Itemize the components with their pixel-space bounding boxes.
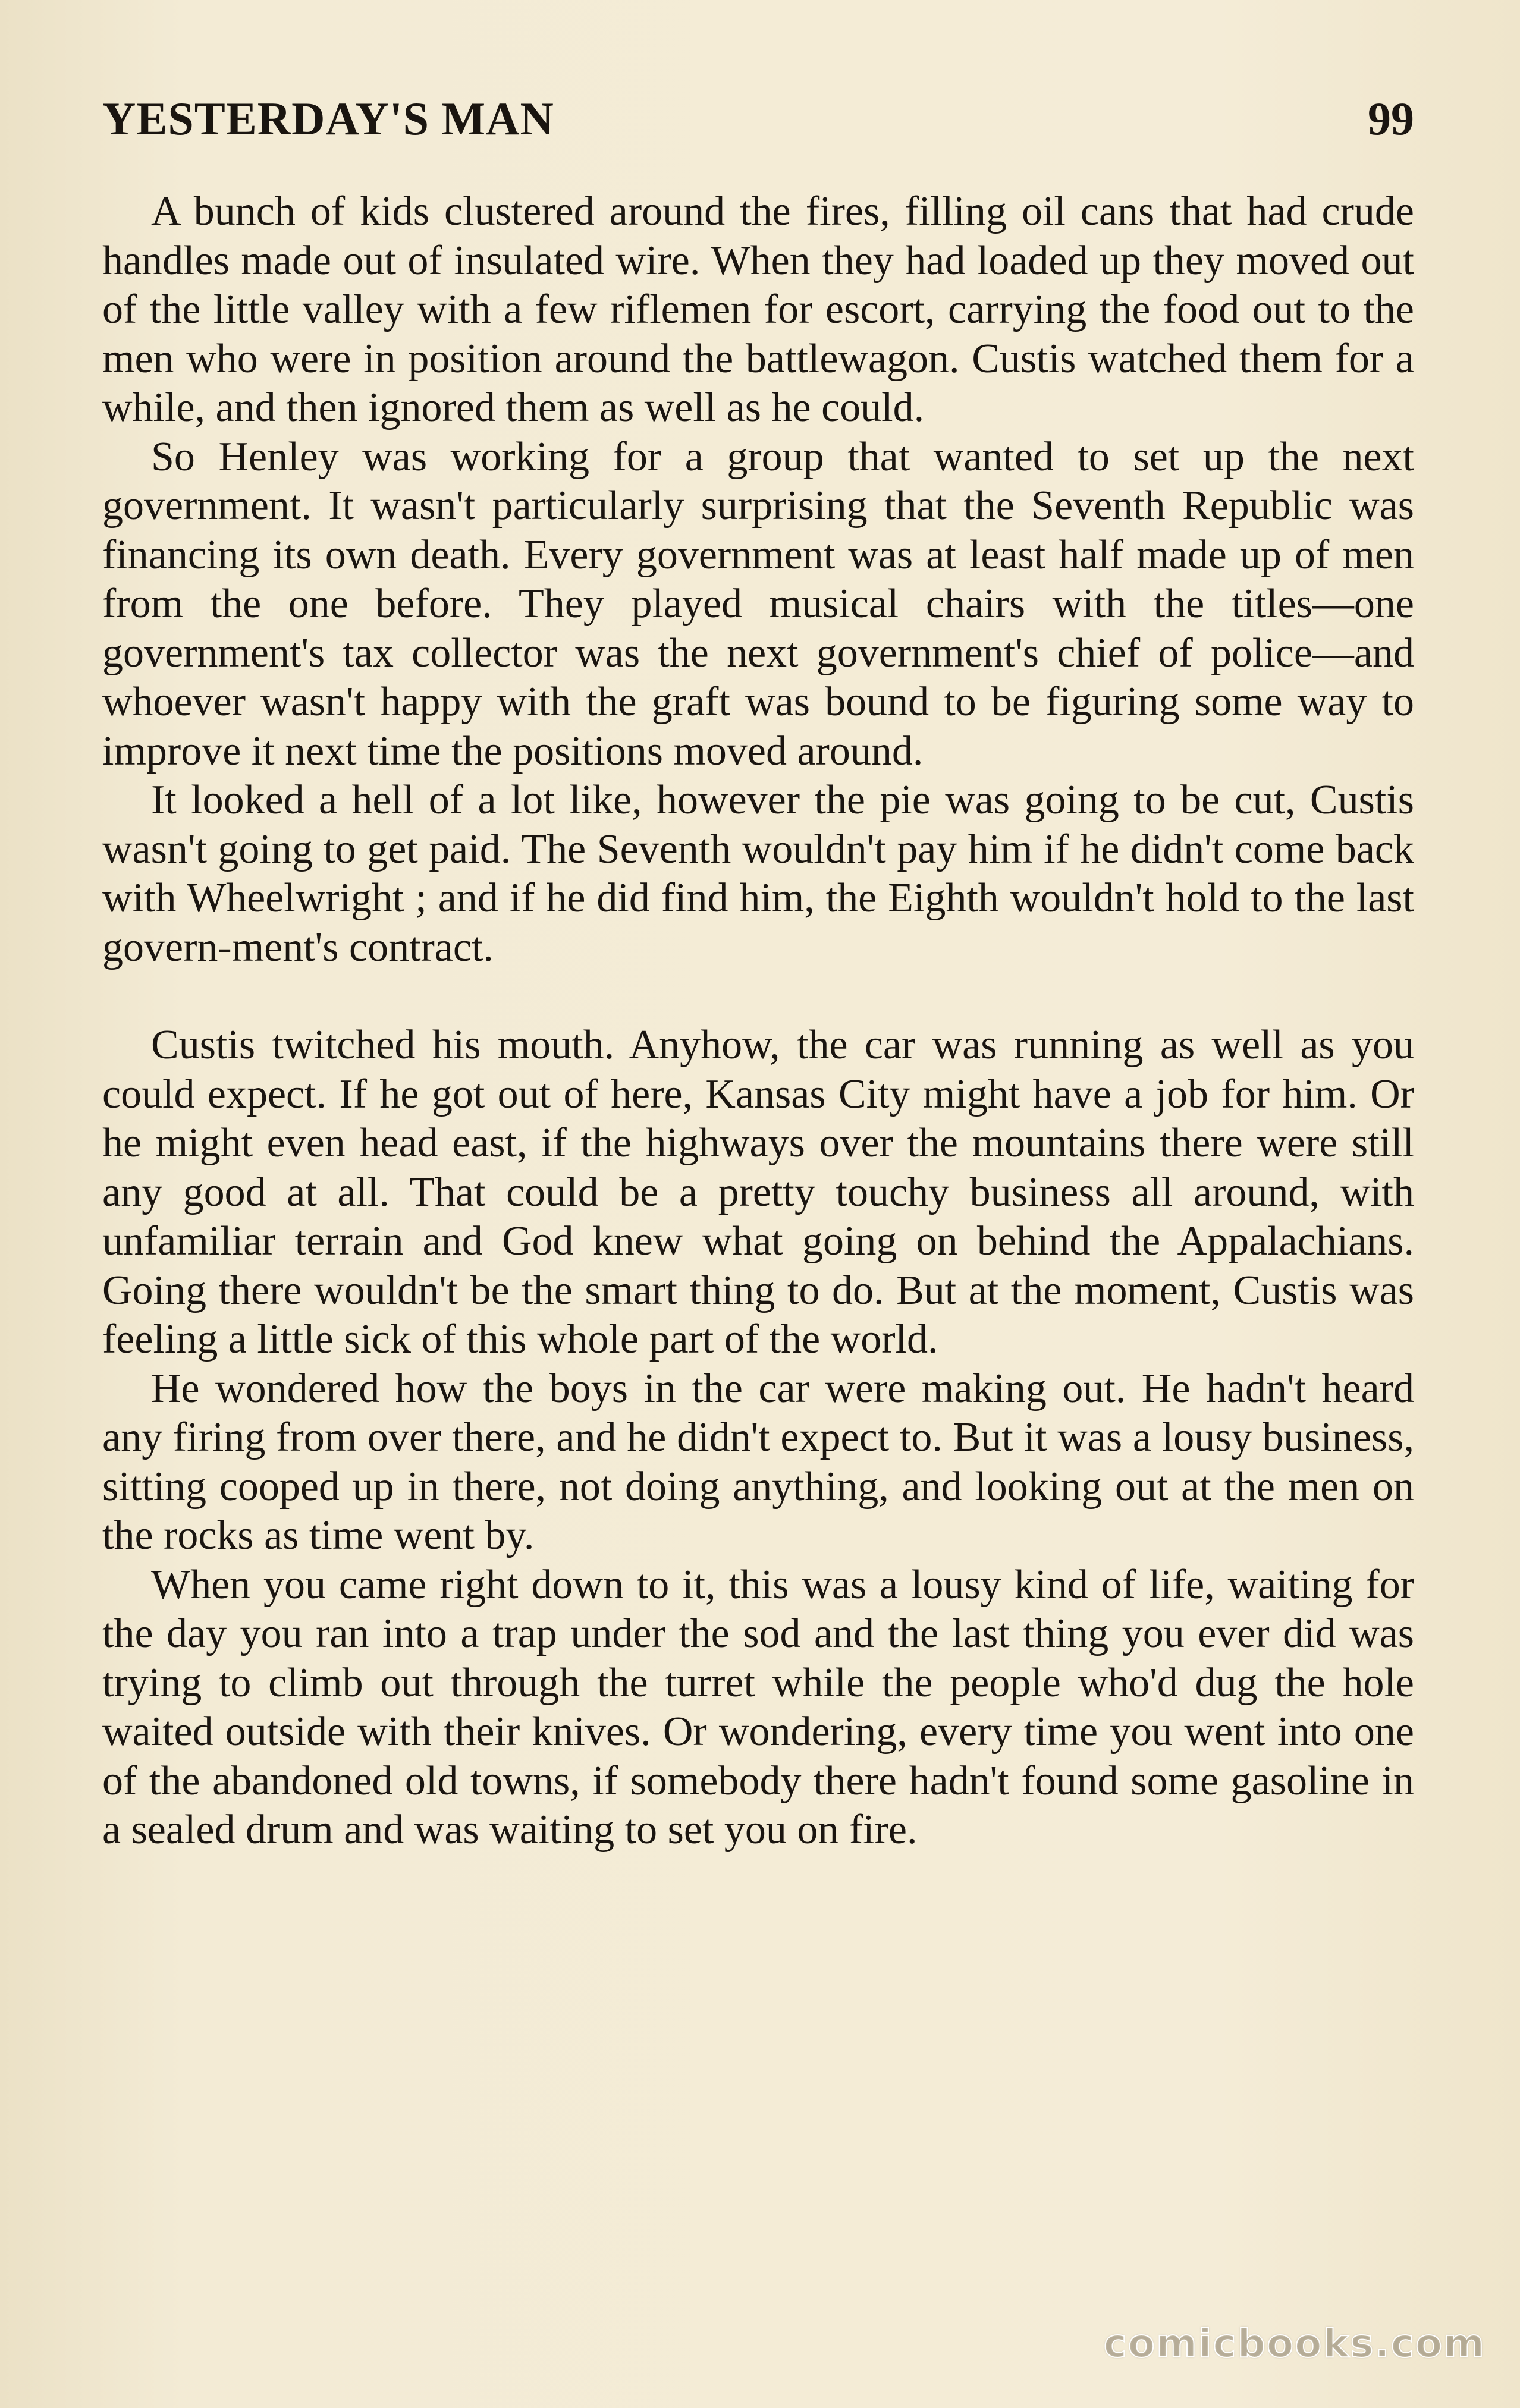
running-title: YESTERDAY'S MAN xyxy=(102,93,554,144)
paragraph-1: A bunch of kids clustered around the fires, filling oil cans that had crude handles made out of insulated wire. When they had loaded up they moved out of the little valley with a few riflemen for escort, carrying the food out to the men who were in position around the battlewagon. Custis watched them for a while, and then ignored them as well as he could. xyxy=(102,188,1414,430)
watermark: comicbooks.com xyxy=(1103,2321,1486,2366)
paragraph-4: Custis twitched his mouth. Anyhow, the car was running as well as you could expect. If he got out of here, Kansas City might have a job for him. Or he might even head east, if the highways over the mountains there were still any good at all. That could be a pretty touchy business all around, with unfamiliar terrain and God knew what going on behind the Appalachians. Going there wouldn't be the smart thing to do. But at the moment, Custis was feeling a little sick of this whole part of the world. xyxy=(102,1022,1414,1362)
section-break xyxy=(102,972,1414,1021)
page-number: 99 xyxy=(1368,93,1414,144)
paragraph-5: He wondered how the boys in the car were making out. He hadn't heard any firing from over there, and he didn't expect to. But it was a lousy business, sitting cooped up in there, not doing anything, and looking out at the men on the rocks as time went by. xyxy=(102,1365,1414,1558)
paragraph-6: When you came right down to it, this was a lousy kind of life, waiting for the day you ran into a trap under the sod and the last thing you ever did was trying to climb out through the turret while the people who'd dug the hole waited outside with their knives. Or wondering, every time you went into one of the abandoned old towns, if somebody there hadn't found some gasoline in a sealed drum and was waiting to set you on fire. xyxy=(102,1561,1414,1853)
page-header xyxy=(102,89,1414,149)
body-text xyxy=(102,187,1414,1855)
paragraph-3: It looked a hell of a lot like, however the pie was going to be cut, Custis wasn't going to get paid. The Seventh wouldn't pay him if he didn't come back with Wheelwright ; and if he did find him, the Eighth wouldn't hold to the last govern-ment's contract. xyxy=(102,777,1414,970)
paragraph-2: So Henley was working for a group that wanted to set up the next government. It wasn't particularly surprising that the Seventh Republic was financing its own death. Every government was at least half made up of men from the one before. They played musical chairs with the titles—one government's tax collector was the next government's chief of police—and whoever wasn't happy with the graft was bound to be figuring some way to improve it next time the positions moved around. xyxy=(102,433,1414,774)
